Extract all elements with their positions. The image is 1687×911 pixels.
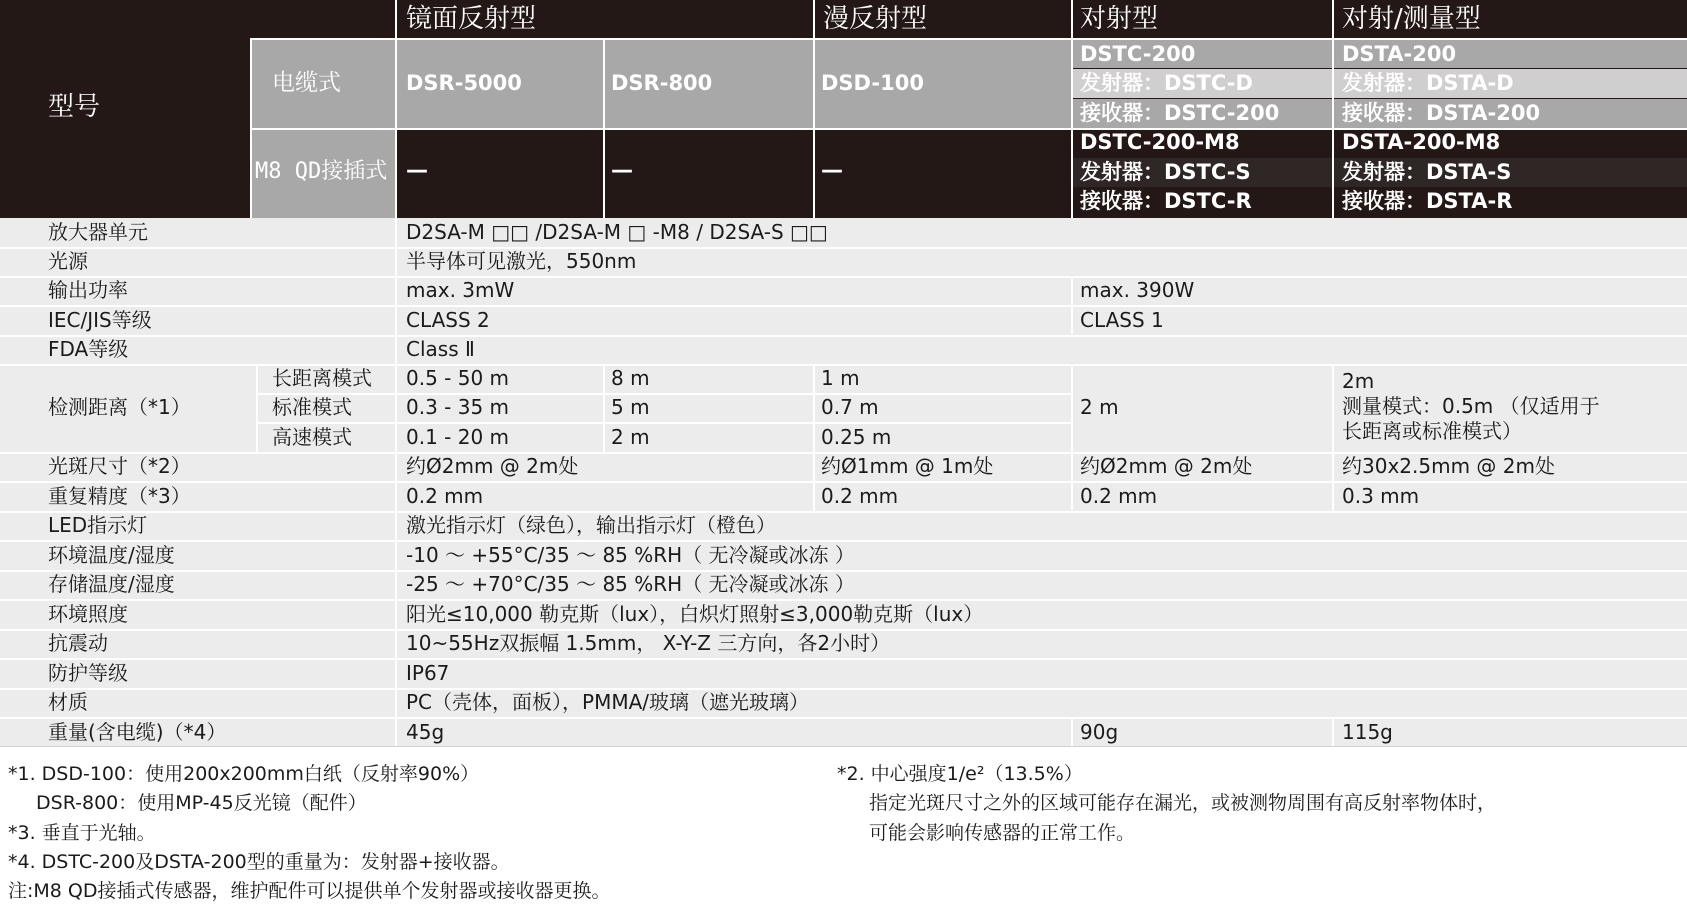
row-value-env-temp: -10 ～ +55°C/35 ～ 85 %RH（ 无冷凝或冰冻 ） [406, 543, 855, 567]
col-line [1071, 276, 1073, 335]
m8-dsr5000: — [406, 158, 428, 183]
distance-dsr800-long: 8 m [611, 366, 650, 390]
row-line [0, 688, 1687, 690]
m8-dstc-receiver: 接收器：DSTC-R [1080, 189, 1252, 213]
row-value-iec-jis-2: CLASS 1 [1080, 308, 1164, 332]
row-label-vibration: 抗震动 [48, 631, 108, 655]
row-value-light-source: 半导体可见激光，550nm [406, 249, 637, 273]
col-line [1071, 364, 1073, 511]
row-value-amplifier: D2SA-M □□ /D2SA-M □ -M8 / D2SA-S □□ [406, 220, 828, 244]
distance-dsr800-fast: 2 m [611, 425, 650, 449]
row-label-output-power: 输出功率 [48, 278, 128, 302]
row-label-distance: 检测距离（*1） [48, 395, 191, 419]
cable-type-label: 电缆式 [272, 70, 341, 96]
row-value-iec-jis-1: CLASS 2 [406, 308, 490, 332]
row-label-weight: 重量(含电缆)（*4） [48, 720, 227, 744]
m8-dstc: DSTC-200-M8 [1080, 130, 1240, 154]
note-2b: 指定光斑尺寸之外的区域可能存在漏光，或被测物周围有高反射率物体时， [869, 792, 1497, 814]
m8-dstc-emitter: 发射器：DSTC-S [1080, 160, 1251, 184]
row-value-storage-temp: -25 ～ +70°C/35 ～ 85 %RH（ 无冷凝或冰冻 ） [406, 572, 855, 596]
row-label-spot: 光斑尺寸（*2） [48, 454, 191, 478]
m8-dsd100: — [821, 158, 843, 183]
note-3: *3. 垂直于光轴。 [8, 822, 156, 844]
spot-value-2: 约Ø1mm @ 1m处 [821, 454, 994, 478]
row-line [258, 422, 1073, 424]
distance-dsr5000-standard: 0.3 - 35 m [406, 395, 510, 419]
model-dsr800: DSR-800 [611, 71, 713, 95]
header-divider [1071, 0, 1073, 218]
row-label-led: LED指示灯 [48, 513, 148, 537]
distance-dsr800-standard: 5 m [611, 395, 650, 419]
model-dstc: DSTC-200 [1080, 42, 1196, 66]
col-line [1332, 364, 1334, 511]
weight-value-1: 45g [406, 720, 445, 744]
note-2c: 可能会影响传感器的正常工作。 [869, 822, 1136, 844]
distance-dsta-3: 长距离或标准模式） [1342, 419, 1522, 443]
header-divider [1332, 0, 1334, 218]
group-thru-measure: 对射/测量型 [1342, 4, 1481, 34]
m8-dsta-receiver: 接收器：DSTA-R [1342, 189, 1513, 213]
distance-mode-long: 长距离模式 [272, 366, 372, 390]
note-4: *4. DSTC-200及DSTA-200型的重量为：发射器+接收器。 [8, 851, 510, 873]
model-label: 型号 [48, 92, 101, 122]
weight-value-2: 90g [1080, 720, 1119, 744]
spot-value-3: 约Ø2mm @ 2m处 [1080, 454, 1253, 478]
row-line [0, 658, 1687, 660]
row-label-repeat: 重复精度（*3） [48, 484, 191, 508]
row-value-fda: Class Ⅱ [406, 337, 475, 361]
m8-dsr800: — [611, 158, 633, 183]
m8-dsta: DSTA-200-M8 [1342, 130, 1501, 154]
row-line [0, 717, 1687, 719]
header-divider [250, 38, 1687, 40]
row-value-led: 激光指示灯（绿色），输出指示灯（橙色） [406, 513, 776, 537]
col-line [813, 364, 815, 511]
row-value-protection: IP67 [406, 661, 450, 685]
distance-dsta-1: 2m [1342, 369, 1375, 393]
header-divider [250, 128, 1687, 130]
row-label-protection: 防护等级 [48, 661, 128, 685]
distance-dsd100-long: 1 m [821, 366, 860, 390]
row-label-env-temp: 环境温度/湿度 [48, 543, 175, 567]
row-label-fda: FDA等级 [48, 337, 129, 361]
row-line [0, 335, 1687, 337]
note-m8: 注:M8 QD接插式传感器，维护配件可以提供单个发射器或接收器更换。 [8, 880, 611, 902]
header-divider [395, 0, 397, 218]
repeat-value-1: 0.2 mm [406, 484, 484, 508]
note-1a: *1. DSD-100：使用200x200mm白纸（反射率90%） [8, 763, 480, 785]
distance-dstc: 2 m [1080, 395, 1119, 419]
distance-dsr5000-long: 0.5 - 50 m [406, 366, 510, 390]
spot-value-4: 约30x2.5mm @ 2m处 [1342, 454, 1555, 478]
row-line [0, 247, 1687, 249]
spot-value-1: 约Ø2mm @ 2m处 [406, 454, 579, 478]
table-bottom-line [0, 746, 1687, 747]
distance-dsd100-standard: 0.7 m [821, 395, 879, 419]
model-dsd100: DSD-100 [821, 71, 924, 95]
header-divider [813, 0, 815, 218]
group-mirror: 镜面反射型 [406, 4, 537, 34]
model-dsta-emitter: 发射器：DSTA-D [1342, 71, 1514, 95]
row-line [0, 276, 1687, 278]
row-line [0, 481, 1687, 483]
row-line [258, 393, 1073, 395]
distance-dsr5000-fast: 0.1 - 20 m [406, 425, 510, 449]
col-line [1332, 717, 1334, 747]
row-value-output-power-1: max. 3mW [406, 278, 515, 302]
model-dsr5000: DSR-5000 [406, 71, 522, 95]
row-label-storage-temp: 存储温度/湿度 [48, 572, 175, 596]
col-line [256, 364, 258, 452]
row-label-amplifier: 放大器单元 [48, 220, 148, 244]
col-line [395, 218, 397, 747]
repeat-value-2: 0.2 mm [821, 484, 899, 508]
row-line [0, 305, 1687, 307]
distance-mode-fast: 高速模式 [272, 425, 352, 449]
row-label-light-source: 光源 [48, 249, 88, 273]
row-line [0, 599, 1687, 601]
row-value-material: PC（壳体，面板），PMMA/玻璃（遮光玻璃） [406, 690, 810, 714]
model-dsta-receiver: 接收器：DSTA-200 [1342, 101, 1541, 125]
m8-type-label: M8 QD接插式 [255, 159, 388, 184]
col-line [603, 364, 605, 452]
group-diffuse: 漫反射型 [823, 4, 928, 34]
row-label-material: 材质 [48, 690, 88, 714]
row-line [0, 540, 1687, 542]
distance-mode-standard: 标准模式 [272, 395, 352, 419]
group-thru: 对射型 [1080, 4, 1159, 34]
repeat-value-3: 0.2 mm [1080, 484, 1158, 508]
row-value-output-power-2: max. 390W [1080, 278, 1195, 302]
note-2a: *2. 中心强度1/e²（13.5%） [837, 763, 1083, 785]
distance-dsta-2: 测量模式：0.5m （仅适用于 [1342, 394, 1600, 418]
note-1b: DSR-800：使用MP-45反光镜（配件） [36, 792, 367, 814]
row-value-vibration: 10~55Hz双振幅 1.5mm， X-Y-Z 三方向，各2小时） [406, 631, 891, 655]
weight-value-3: 115g [1342, 720, 1393, 744]
row-value-illuminance: 阳光≤10,000 勒克斯（lux），白炽灯照射≤3,000勒克斯（lux） [406, 602, 984, 626]
col-line [1071, 717, 1073, 747]
row-label-illuminance: 环境照度 [48, 602, 128, 626]
repeat-value-4: 0.3 mm [1342, 484, 1420, 508]
m8-dsta-emitter: 发射器：DSTA-S [1342, 160, 1512, 184]
row-label-iec-jis: IEC/JIS等级 [48, 308, 152, 332]
row-line [0, 511, 1687, 513]
model-dsta: DSTA-200 [1342, 42, 1457, 66]
model-dstc-receiver: 接收器：DSTC-200 [1080, 101, 1280, 125]
distance-dsd100-fast: 0.25 m [821, 425, 892, 449]
model-dstc-emitter: 发射器：DSTC-D [1080, 71, 1253, 95]
